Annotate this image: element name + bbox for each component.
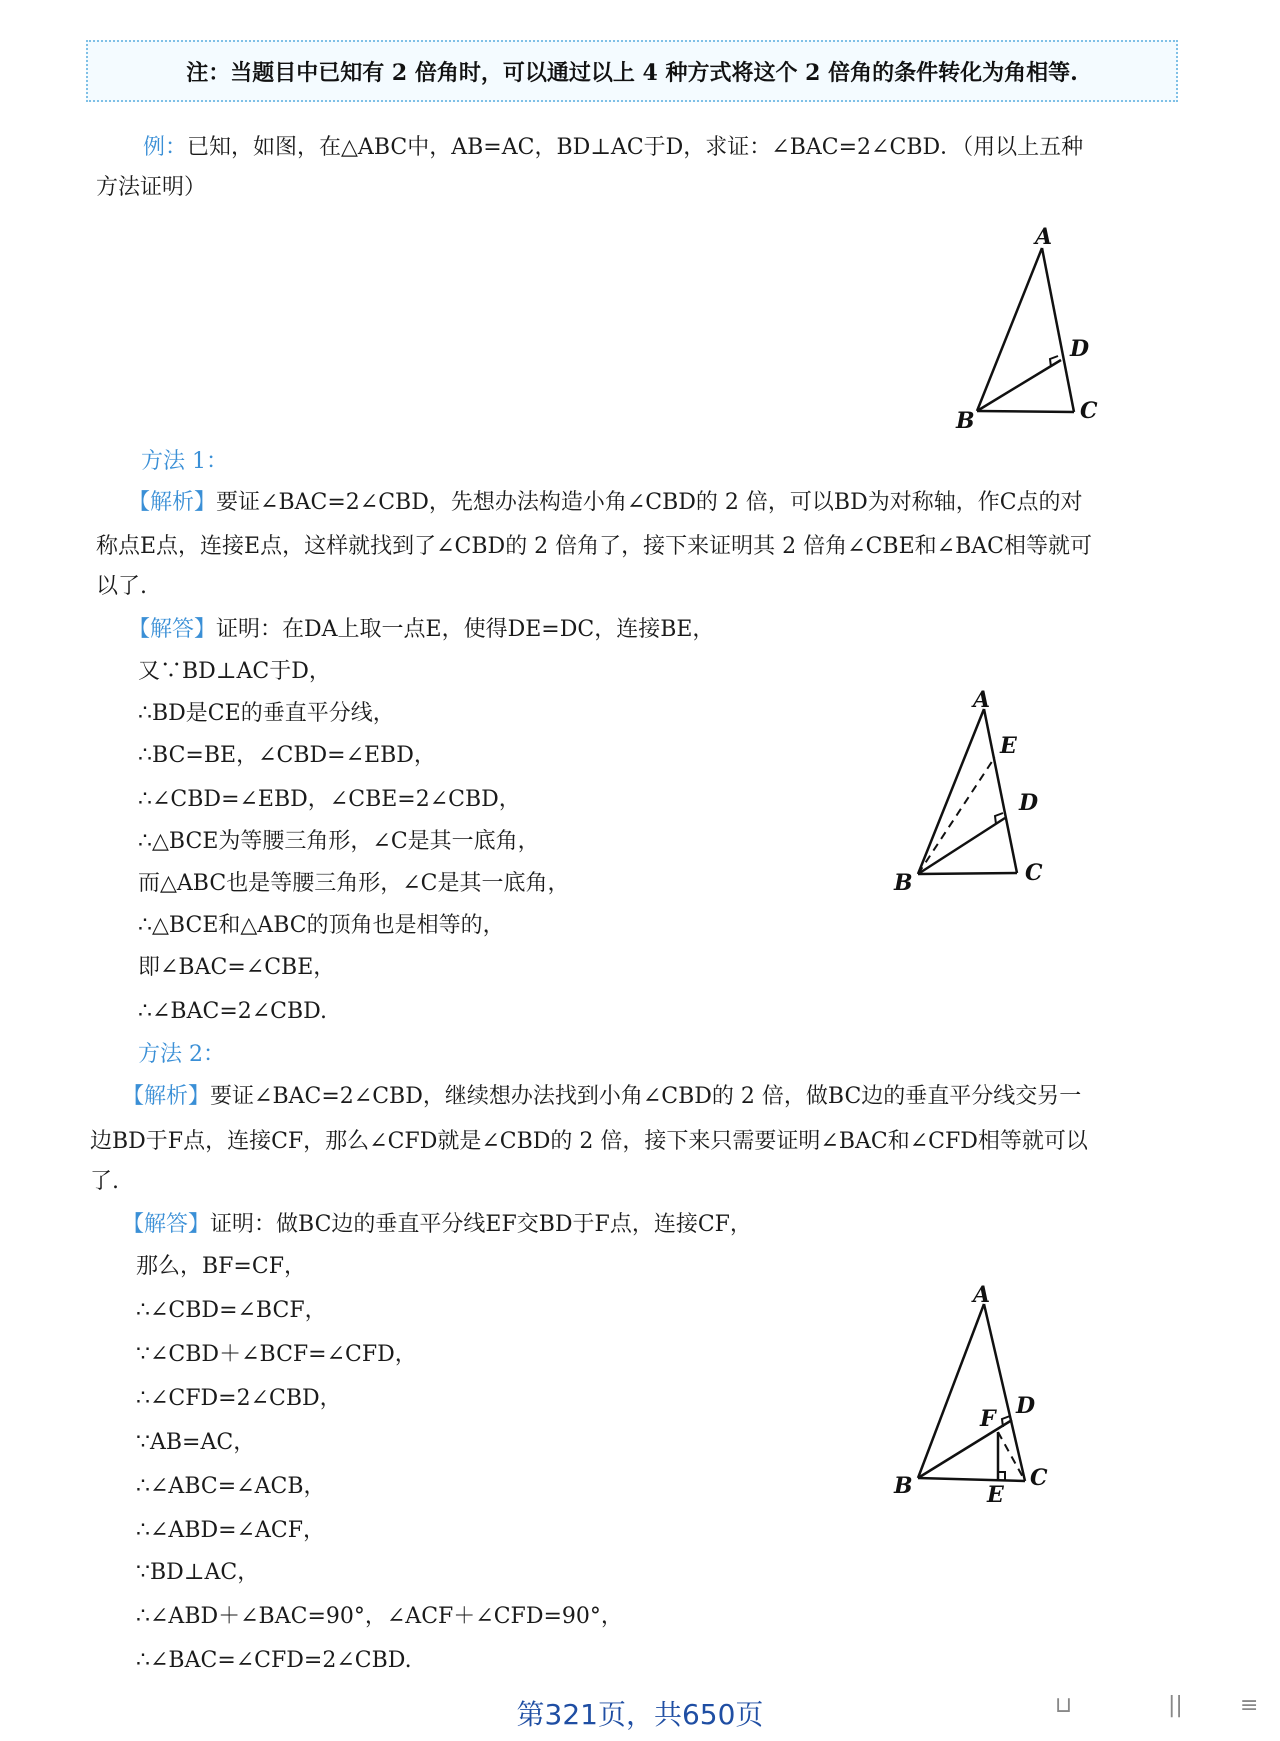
fig1-side-ac <box>1042 248 1074 412</box>
fig2-label-e: E <box>1000 733 1017 759</box>
method-1-analysis-1 <box>128 488 1083 518</box>
note-box <box>86 40 1178 102</box>
method-1-step-8: 即∠BAC=∠CBE， <box>138 955 336 980</box>
method-2-answer-tag: 【解答】 <box>122 1212 211 1237</box>
method-2-step-4: ∴∠CFD=2∠CBD， <box>136 1386 342 1411</box>
method-2-step-0: 证明：做BC边的垂直平分线EF交BD于F点，连接CF， <box>210 1212 752 1237</box>
fig2-label-d: D <box>1019 790 1039 816</box>
method-1-step-0: 证明：在DA上取一点E，使得DE=DC，连接BE， <box>216 617 715 642</box>
method-1-step-2: ∴BD是CE的垂直平分线， <box>138 701 395 726</box>
fig3-label-f: F <box>980 1406 996 1432</box>
fig3-side-ab <box>918 1304 984 1478</box>
fig3-label-d: D <box>1016 1393 1036 1419</box>
page-indicator: 第321页，共650页 <box>516 1698 764 1731</box>
fig1-segment-bd <box>977 360 1061 411</box>
fig1-side-ab <box>977 248 1042 411</box>
method-2-step-3: ∵∠CBD＋∠BCF=∠CFD， <box>136 1342 417 1367</box>
method-1-step-4: ∴∠CBD=∠EBD，∠CBE=2∠CBD， <box>138 787 521 812</box>
fig2-label-c: C <box>1025 860 1043 886</box>
note-text: 注：当题目中已知有 2 倍角时，可以通过以上 4 种方式将这个 2 倍角的条件转化为角相等. <box>186 59 1078 86</box>
method-1-answer-tag: 【解答】 <box>128 617 217 642</box>
method-1-answer-line-1 <box>128 615 714 645</box>
fig3-label-b: B <box>894 1473 913 1499</box>
method-2-analysis-1 <box>122 1082 1081 1112</box>
method-1-analysis-3: 以了. <box>96 574 147 599</box>
method-2-analysis-tag: 【解析】 <box>122 1084 211 1109</box>
fig3-label-a: A <box>973 1282 991 1308</box>
example-text-2: 方法证明） <box>96 175 207 200</box>
column-view-icon[interactable]: || <box>1168 1693 1183 1718</box>
method-1-analysis-text-1: 要证∠BAC=2∠CBD，先想办法构造小角∠CBD的 2 倍，可以BD为对称轴，作C点的对 <box>216 490 1083 515</box>
method-2-step-7: ∴∠ABD=∠ACF， <box>136 1518 325 1543</box>
fig2-side-ab <box>918 709 984 874</box>
method-1-step-7: ∴△BCE和△ABC的顶角也是相等的， <box>138 913 505 938</box>
method-2-title: 方法 2： <box>138 1042 225 1067</box>
fig3-side-bc <box>918 1478 1025 1481</box>
example-label: 例： <box>143 135 188 160</box>
fig1-label-b: B <box>956 408 975 434</box>
method-2-step-9: ∴∠ABD＋∠BAC=90°，∠ACF＋∠CFD=90°， <box>136 1604 623 1629</box>
triangle-figure-2 <box>880 685 1120 900</box>
method-2-step-6: ∴∠ABC=∠ACB， <box>136 1474 326 1499</box>
method-2-step-8: ∵BD⊥AC， <box>136 1560 260 1585</box>
fig1-label-c: C <box>1080 398 1098 424</box>
fig1-label-d: D <box>1070 336 1090 362</box>
fig1-label-a: A <box>1035 224 1053 250</box>
method-2-answer-line-1 <box>122 1210 752 1240</box>
method-2-analysis-2: 边BD于F点，连接CF，那么∠CFD就是∠CBD的 2 倍，接下来只需要证明∠BAC和∠CFD相等就可以 <box>90 1129 1088 1154</box>
fig3-label-e: E <box>987 1482 1004 1508</box>
fig3-label-c: C <box>1030 1465 1048 1491</box>
method-1-analysis-tag: 【解析】 <box>128 490 217 515</box>
method-2-analysis-3: 了. <box>90 1169 119 1194</box>
fig2-side-bc <box>918 873 1017 874</box>
method-1-step-6: 而△ABC也是等腰三角形，∠C是其一底角， <box>138 871 570 896</box>
fig2-segment-bd <box>918 818 1005 874</box>
triangle-figure-1 <box>940 222 1170 437</box>
fig1-side-bc <box>977 411 1074 412</box>
method-1-step-5: ∴△BCE为等腰三角形，∠C是其一底角， <box>138 829 540 854</box>
method-1-step-9: ∴∠BAC=2∠CBD. <box>138 999 328 1024</box>
fig2-label-b: B <box>894 870 913 896</box>
method-2-analysis-text-1: 要证∠BAC=2∠CBD，继续想办法找到小角∠CBD的 2 倍，做BC边的垂直平分线交另一 <box>210 1084 1082 1109</box>
method-2-step-1: 那么，BF=CF， <box>136 1254 306 1279</box>
more-menu-icon[interactable]: ≡ <box>1240 1693 1259 1718</box>
fig2-label-a: A <box>973 687 991 713</box>
method-1-title: 方法 1： <box>141 449 228 474</box>
method-2-step-2: ∴∠CBD=∠BCF， <box>136 1298 327 1323</box>
method-1-analysis-2: 称点E点，连接E点，这样就找到了∠CBD的 2 倍角了，接下来证明其 2 倍角∠CBE和∠BAC相等就可 <box>96 534 1092 559</box>
example-line-1 <box>143 133 1083 163</box>
example-text-1: 已知，如图，在△ABC中，AB=AC，BD⊥AC于D，求证：∠BAC=2∠CBD．（用以上五种 <box>187 135 1084 160</box>
method-1-step-1: 又∵BD⊥AC于D， <box>138 659 331 684</box>
fig3-dashed-cf <box>998 1432 1025 1481</box>
method-2-step-5: ∵AB=AC， <box>136 1430 256 1455</box>
method-1-step-3: ∴BC=BE，∠CBD=∠EBD， <box>138 743 436 768</box>
method-2-step-10: ∴∠BAC=∠CFD=2∠CBD. <box>136 1648 412 1673</box>
triangle-figure-3 <box>880 1280 1120 1510</box>
fit-page-icon[interactable]: ⊔ <box>1055 1693 1073 1718</box>
